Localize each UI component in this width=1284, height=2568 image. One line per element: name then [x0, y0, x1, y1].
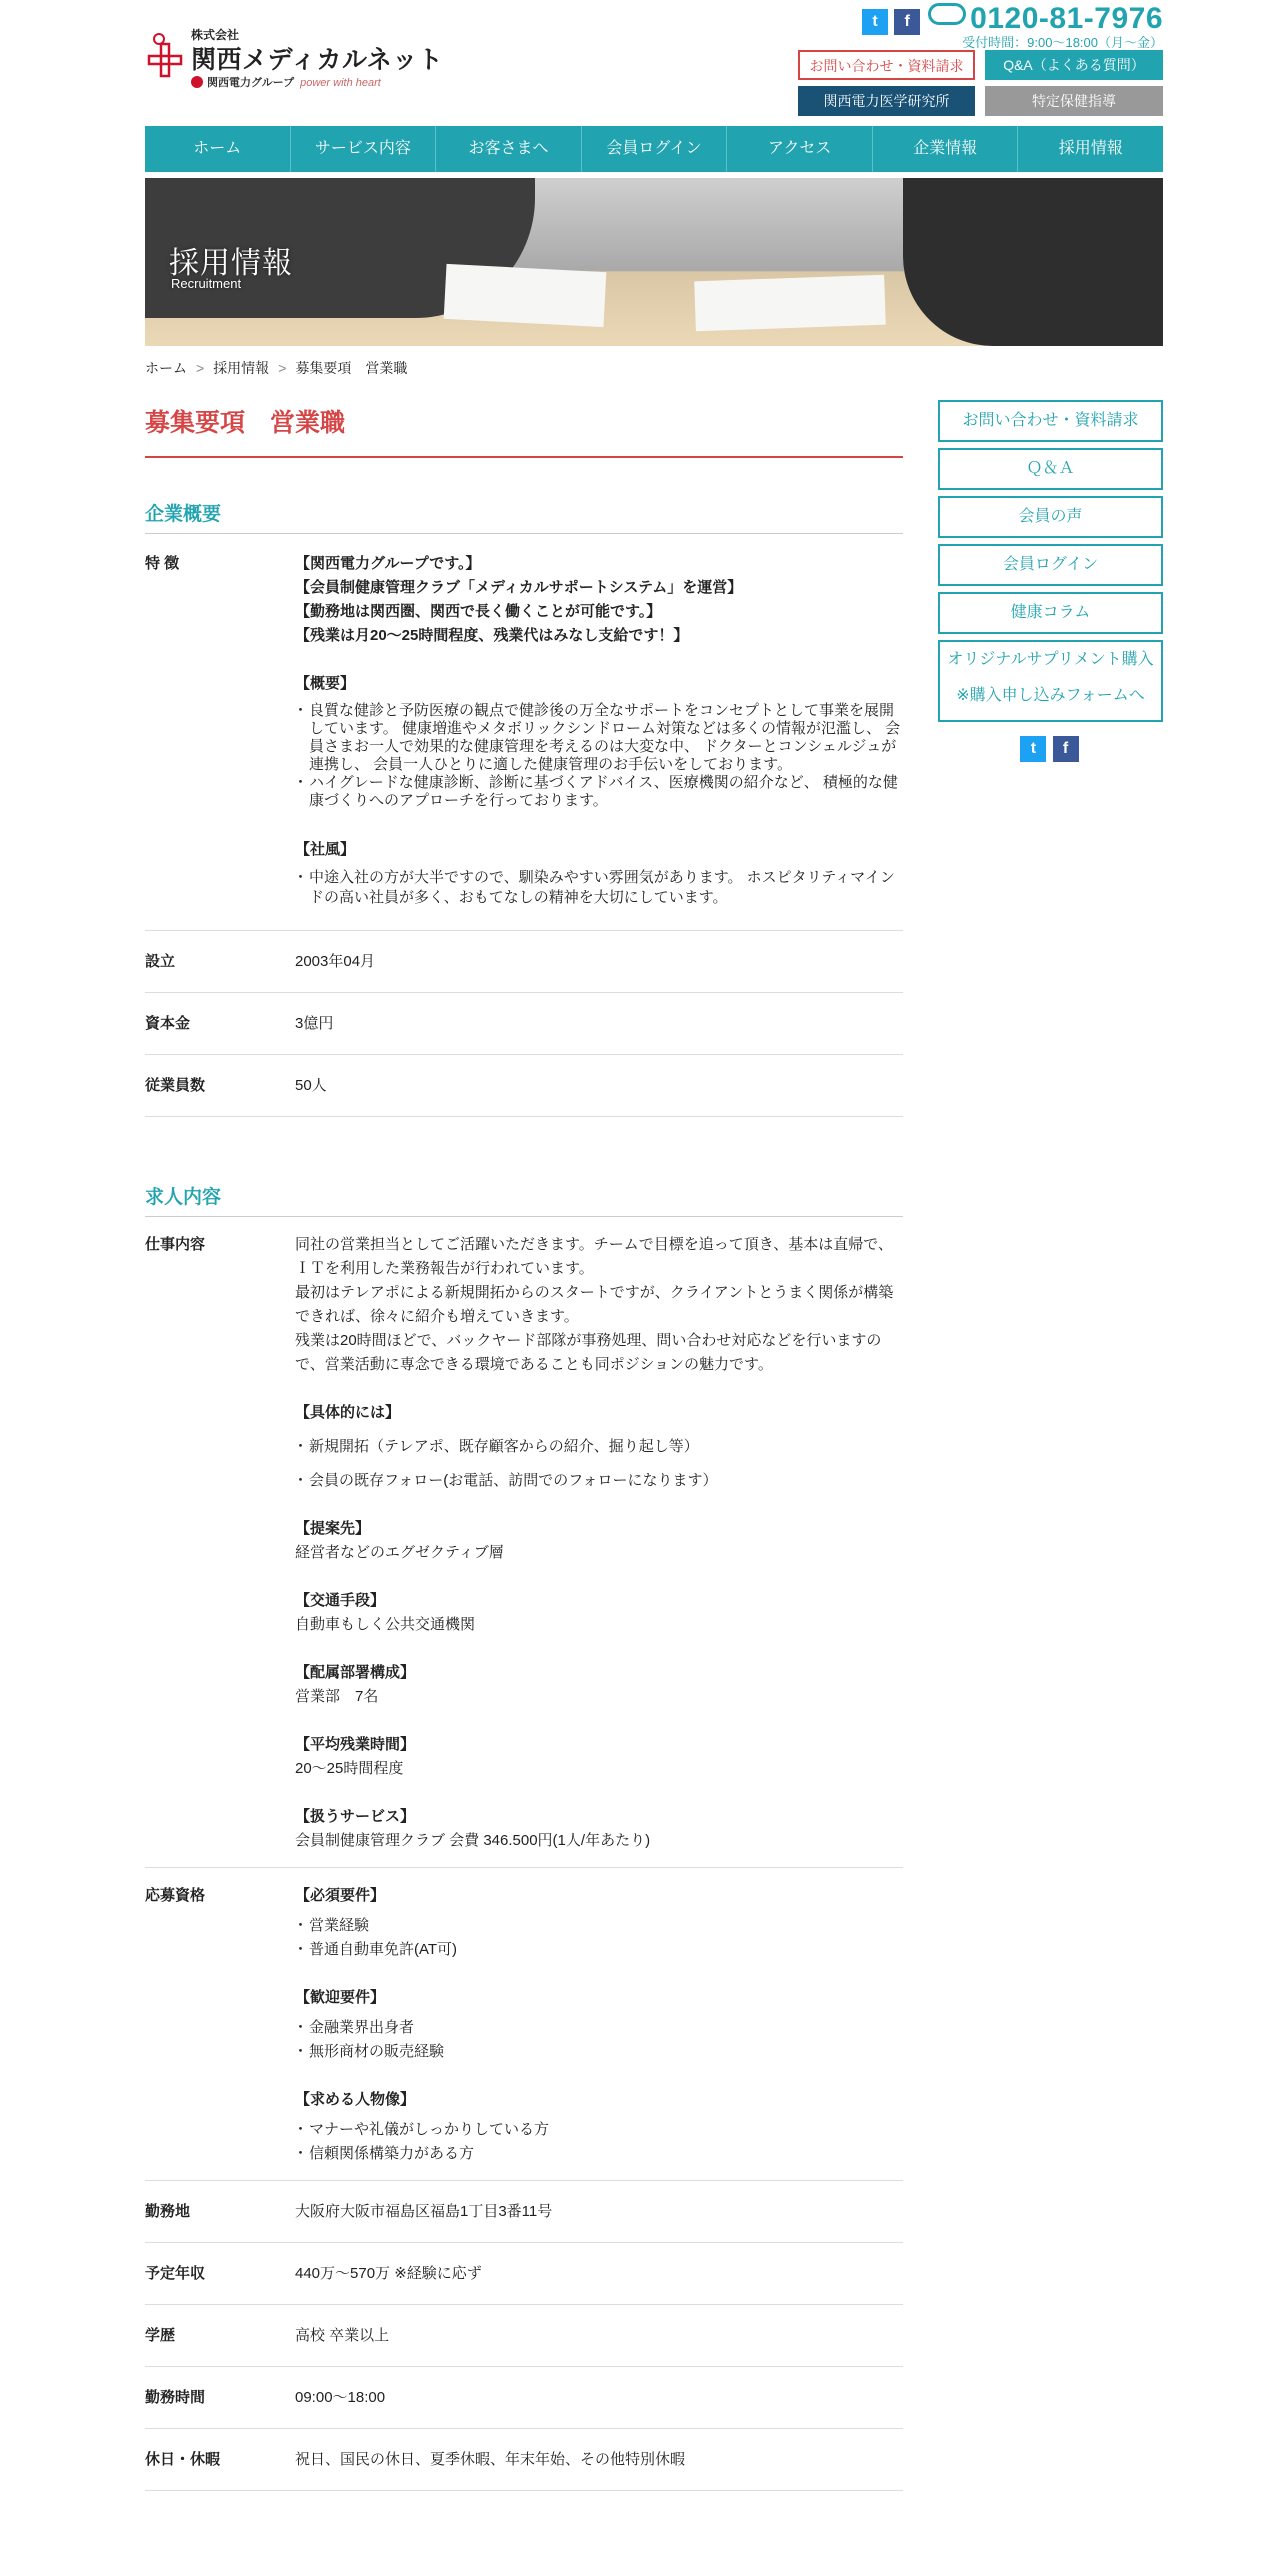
features-row — [145, 534, 903, 931]
service-heading: 【扱うサービス】 — [295, 1808, 416, 1825]
culture-heading: 【社風】 — [295, 841, 356, 858]
supplement-line2: ※購入申し込みフォームへ — [956, 687, 1145, 704]
nav-access[interactable]: アクセス — [727, 126, 873, 172]
work-value — [295, 1233, 903, 1853]
hero-banner — [145, 178, 1163, 346]
qualification-row — [145, 1868, 903, 2181]
breadcrumb-separator: > — [278, 360, 287, 376]
sidebar-column-button[interactable]: 健康コラム — [938, 592, 1163, 634]
capital-row — [145, 993, 903, 1055]
nav-services[interactable]: サービス内容 — [291, 126, 437, 172]
page-title: 募集要項 営業職 — [145, 408, 903, 458]
proposal-heading: 【提案先】 — [295, 1520, 371, 1537]
feature-point: 【関西電力グループです。】 — [295, 555, 481, 572]
breadcrumb — [145, 358, 1163, 378]
sidebar-contact-button[interactable]: お問い合わせ・資料請求 — [938, 400, 1163, 442]
job-section-title: 求人内容 — [145, 1185, 903, 1217]
header-qa-button[interactable]: Q&A（よくある質問） — [985, 50, 1163, 80]
sidebar-social — [938, 736, 1163, 762]
freedial-icon — [928, 3, 966, 25]
phone-number[interactable] — [928, 2, 1163, 36]
nav-company[interactable]: 企業情報 — [873, 126, 1019, 172]
supplement-line1: オリジナルサプリメント購入 — [947, 651, 1154, 668]
header-lab-button[interactable]: 関西電力医学研究所 — [798, 86, 975, 116]
education-value: 高校 卒業以上 — [295, 2326, 390, 2344]
breadcrumb-current: 募集要項 営業職 — [295, 360, 408, 376]
work-description: 同社の営業担当としてご活躍いただきます。チームで目標を追って頂き、基本は直帰で、ＩＴを利用した業務報告が行われています。 — [295, 1236, 893, 1277]
feature-point: 【残業は月20～25時間程度、残業代はみなし支給です！】 — [295, 627, 689, 644]
company-section-title: 企業概要 — [145, 502, 903, 534]
persona-item: ・ 信頼関係構築力がある方 — [295, 2142, 903, 2166]
nav-member-login[interactable]: 会員ログイン — [582, 126, 728, 172]
education-row — [145, 2305, 903, 2367]
feature-point: 【勤務地は関西圏、関西で長く働くことが可能です。】 — [295, 603, 662, 620]
persona-heading: 【求める人物像】 — [295, 2091, 416, 2108]
header-social — [862, 9, 922, 35]
hours-value: 09:00～18:00 — [295, 2388, 386, 2406]
employees-label: 従業員数 — [145, 1076, 206, 1094]
facebook-icon[interactable]: f — [894, 9, 920, 35]
sidebar-qa-button[interactable]: Ｑ＆Ａ — [938, 448, 1163, 490]
nav-recruit[interactable]: 採用情報 — [1058, 140, 1123, 157]
transport-heading: 【交通手段】 — [295, 1592, 386, 1609]
persona-item: ・ マナーや礼儀がしっかりしている方 — [295, 2118, 903, 2142]
hero-subtitle: Recruitment — [171, 276, 242, 291]
service-value: 会員制健康管理クラブ 会費 346.500円(1人/年あたり) — [295, 1832, 651, 1849]
features-label: 特 徴 — [145, 555, 180, 572]
qualification-label: 応募資格 — [145, 1887, 206, 1904]
capital-label: 資本金 — [145, 1014, 191, 1032]
phone-number-text: 0120-81-7976 — [970, 2, 1163, 35]
logo-small-text: 株式会社 — [191, 28, 240, 42]
main-content — [145, 400, 903, 2491]
logo-group — [191, 74, 381, 90]
required-heading: 【必須要件】 — [295, 1887, 386, 1904]
sidebar-login-button[interactable]: 会員ログイン — [938, 544, 1163, 586]
required-item: ・ 営業経験 — [295, 1914, 903, 1938]
breadcrumb-separator: > — [196, 360, 205, 376]
salary-label: 予定年収 — [145, 2264, 206, 2282]
hero-photo-document — [444, 264, 607, 327]
logo-tagline: power with heart — [300, 77, 381, 89]
twitter-icon[interactable]: t — [1020, 736, 1046, 762]
global-nav — [145, 126, 1163, 172]
phone-hours: 受付時間：9:00〜18:00（月〜金） — [962, 35, 1163, 50]
overview-heading: 【概要】 — [295, 675, 356, 692]
location-row — [145, 2181, 903, 2243]
holidays-label: 休日・休暇 — [145, 2450, 221, 2468]
kepco-mark-icon — [191, 76, 203, 88]
hours-label: 勤務時間 — [145, 2388, 206, 2406]
employees-row — [145, 1055, 903, 1117]
twitter-icon[interactable]: t — [862, 9, 888, 35]
location-value: 大阪府大阪市福島区福島1丁目3番11号 — [295, 2202, 553, 2220]
welcome-item: ・ 金融業界出身者 — [295, 2016, 903, 2040]
hero-title: 採用情報 — [169, 247, 293, 280]
hero-photo-document — [694, 275, 886, 332]
work-label: 仕事内容 — [145, 1236, 206, 1253]
welcome-item: ・ 無形商材の販売経験 — [295, 2040, 903, 2064]
holidays-row — [145, 2429, 903, 2491]
proposal-value: 経営者などのエグゼクティブ層 — [295, 1544, 504, 1561]
logo-cross-icon — [145, 30, 185, 78]
overview-item: ・ 良質な健診と予防医療の観点で健診後の万全なサポートをコンセプトとして事業を展開しています。 健康増進やメタボリックシンドローム対策などは多くの情報が氾濫し、 会員さまお一人で効果的な健康管理を考えるのは大変な中、 ドクターとコンシェルジュが連携し、 会員一人ひとりに適した健康管理のお手伝いをしております。 — [295, 702, 903, 774]
facebook-icon[interactable]: f — [1053, 736, 1079, 762]
logo-name: 関西メディカルネット — [191, 46, 444, 74]
company-logo[interactable] — [145, 22, 444, 94]
logo-group-name: 関西電力グループ — [207, 77, 295, 89]
qualification-value — [295, 1884, 903, 2166]
header-guidance-button[interactable]: 特定保健指導 — [985, 86, 1163, 116]
capital-value: 3億円 — [295, 1014, 334, 1032]
header-contact-button[interactable]: お問い合わせ・資料請求 — [798, 50, 975, 80]
breadcrumb-recruit[interactable]: 採用情報 — [213, 360, 270, 376]
sidebar — [938, 400, 1163, 762]
sidebar-voice-button[interactable]: 会員の声 — [938, 496, 1163, 538]
overview-item: ・ ハイグレードな健康診断、診断に基づくアドバイス、医療機関の紹介など、 積極的な健康づくりへのアプローチを行っております。 — [295, 774, 903, 810]
features-value — [295, 552, 903, 908]
established-row — [145, 931, 903, 993]
salary-row — [145, 2243, 903, 2305]
dept-heading: 【配属部署構成】 — [295, 1664, 416, 1681]
established-label: 設立 — [145, 952, 176, 970]
education-label: 学歴 — [145, 2326, 176, 2344]
hours-row — [145, 2367, 903, 2429]
overtime-value: 20～25時間程度 — [295, 1760, 404, 1777]
nav-home[interactable]: ホーム — [145, 126, 291, 172]
hero-photo-person-right — [903, 178, 1163, 346]
specific-item: ・ 新規開拓（テレアポ、既存顧客からの紹介、掘り起し等） — [295, 1435, 903, 1459]
transport-value: 自動車もしく公共交通機関 — [295, 1616, 476, 1633]
work-row — [145, 1217, 903, 1868]
location-label: 勤務地 — [145, 2202, 191, 2220]
welcome-heading: 【歓迎要件】 — [295, 1989, 386, 2006]
work-description: 最初はテレアポによる新規開拓からのスタートですが、クライアントとうまく関係が構築できれば、徐々に紹介も増えていきます。 — [295, 1284, 894, 1325]
required-item: ・ 普通自動車免許(AT可) — [295, 1938, 903, 1962]
work-description: 残業は20時間ほどで、バックヤード部隊が事務処理、問い合わせ対応などを行いますので、営業活動に専念できる環境であることも同ポジションの魅力です。 — [295, 1332, 882, 1373]
overtime-heading: 【平均残業時間】 — [295, 1736, 416, 1753]
phone-block — [928, 2, 1163, 51]
specific-heading: 【具体的には】 — [295, 1404, 401, 1421]
employees-value: 50人 — [295, 1076, 327, 1094]
established-value: 2003年04月 — [295, 952, 376, 970]
sidebar-supplement-button[interactable] — [938, 640, 1163, 722]
site-header — [145, 0, 1163, 118]
culture-item: ・ 中途入社の方が大半ですので、馴染みやすい雰囲気があります。 ホスピタリティマインドの高い社員が多く、おもてなしの精神を大切にしています。 — [295, 868, 903, 908]
salary-value: 440万～570万 ※経験に応ず — [295, 2264, 482, 2282]
nav-customers[interactable]: お客さまへ — [436, 126, 582, 172]
feature-point: 【会員制健康管理クラブ「メディカルサポートシステム」を運営】 — [295, 579, 743, 596]
holidays-value: 祝日、国民の休日、夏季休暇、年末年始、その他特別休暇 — [295, 2450, 686, 2468]
dept-value: 営業部 7名 — [295, 1688, 379, 1705]
breadcrumb-home[interactable]: ホーム — [145, 360, 187, 376]
specific-item: ・ 会員の既存フォロー(お電話、訪問でのフォローになります） — [295, 1469, 903, 1493]
